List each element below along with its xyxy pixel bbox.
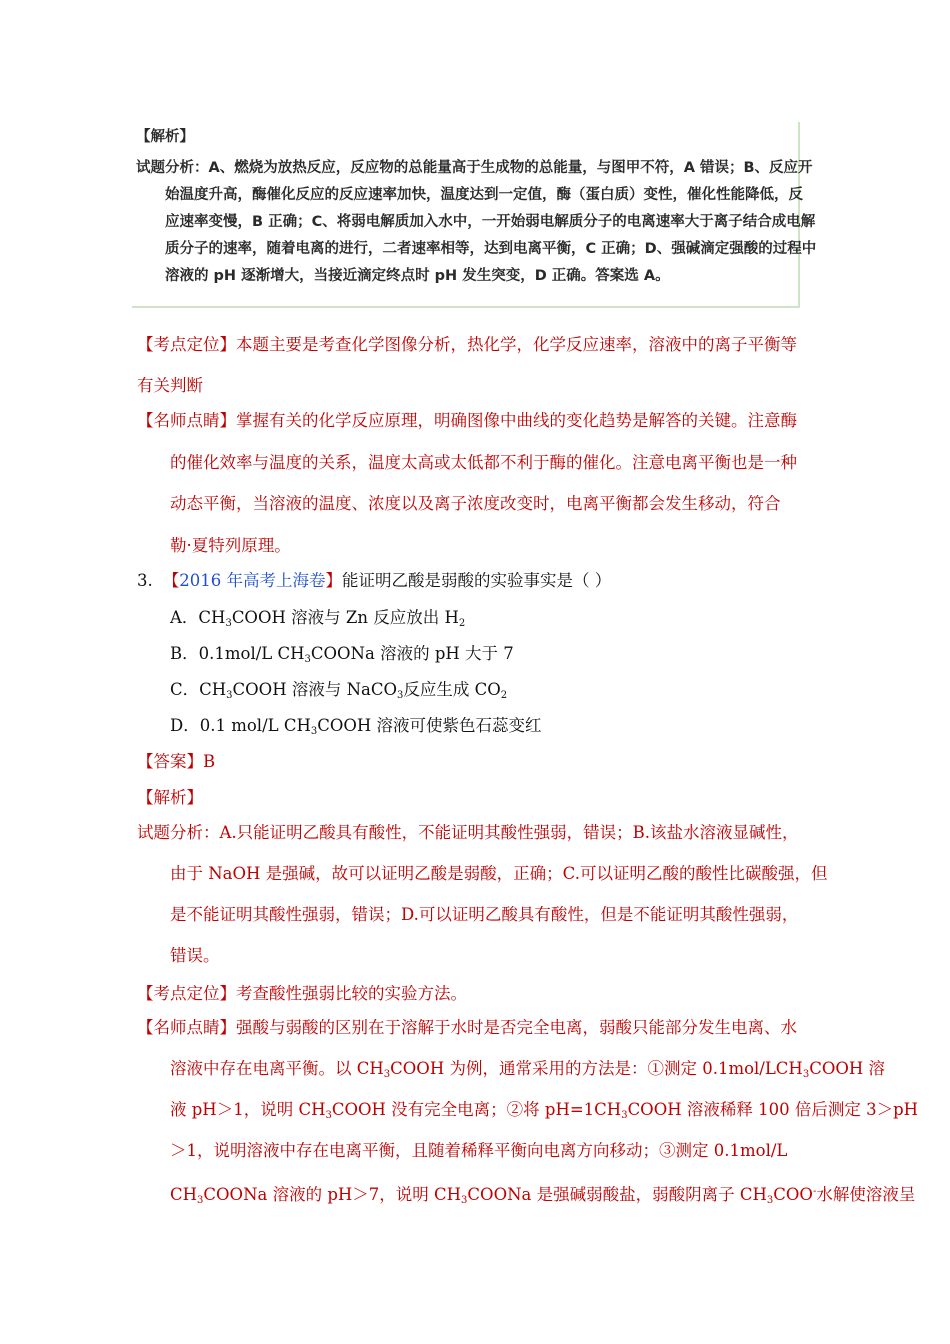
question-number: 3. bbox=[137, 571, 153, 590]
jiexi-line: 由于 NaOH 是强碱，故可以证明乙酸是弱酸，正确；C.可以证明乙酸的酸性比碳酸强，但 bbox=[170, 864, 828, 883]
jiexi-line: 是不能证明其酸性强弱，错误；D.可以证明乙酸具有酸性，但是不能证明其酸性强弱， bbox=[170, 905, 799, 924]
kaodian-line: 有关判断 bbox=[137, 376, 203, 395]
mingshi-tag: 【名师点睛】 bbox=[137, 411, 236, 430]
mingshi-line bbox=[137, 410, 797, 432]
mingshi-line: ＞1，说明溶液中存在电离平衡，且随着稀释平衡向电离方向移动；③测定 0.1mol/L bbox=[170, 1141, 788, 1160]
analysis-image-block bbox=[132, 122, 817, 308]
mingshi-line: 勒·夏特列原理。 bbox=[170, 536, 291, 555]
answer-value: B bbox=[203, 752, 216, 771]
answer-line bbox=[137, 751, 215, 773]
option-c: C．$CH_3COOH$ 溶液与 NaCO$_3$反应生成 $CO_2$ bbox=[170, 680, 508, 701]
answer-tag: 【答案】 bbox=[137, 752, 203, 771]
question-text: 能证明乙酸是弱酸的实验事实是（ ） bbox=[342, 571, 612, 590]
image-paragraph bbox=[136, 155, 817, 290]
question-stem: 3. 【2016 年高考上海卷】能证明乙酸是弱酸的实验事实是（ ） bbox=[137, 571, 612, 590]
kaodian-line bbox=[137, 983, 467, 1005]
jiexi-line: 错误。 bbox=[170, 946, 220, 965]
mingshi-text: 掌握有关的化学反应原理，明确图像中曲线的变化趋势是解答的关键。注意酶 bbox=[236, 411, 797, 430]
kaodian-text: 本题主要是考查化学图像分析，热化学，化学反应速率，溶液中的离子平衡等 bbox=[236, 335, 797, 354]
mingshi-line: 的催化效率与温度的关系，温度太高或太低都不利于酶的催化。注意电离平衡也是一种 bbox=[170, 453, 797, 472]
mingshi-tag: 【名师点睛】 bbox=[137, 1018, 236, 1037]
option-b: B．0.1mol/L $CH_3COONa$ 溶液的 pH 大于 7 bbox=[170, 644, 514, 665]
kaodian-tag: 【考点定位】 bbox=[137, 984, 236, 1003]
kaodian-line bbox=[137, 334, 797, 356]
mingshi-line: $CH_3COONa$ 溶液的 pH＞7，说明 $CH_3COONa$ 是强碱弱酸盐，弱酸阴离子 $CH_3COO^-$水解使溶液呈 bbox=[170, 1185, 916, 1206]
image-line: 溶液的 pH 逐渐增大，当接近滴定终点时 pH 发生突变，D 正确。答案选 A。 bbox=[165, 268, 670, 284]
mingshi-line: 液 pH＞1，说明 $CH_3COOH$ 没有完全电离；②将 $pH=1CH_3COOH$ 溶液稀释 100 倍后测定 3＞pH bbox=[170, 1100, 919, 1121]
jiexi-line: 试题分析：A.只能证明乙酸具有酸性，不能证明其酸性强弱，错误；B.该盐水溶液显碱性， bbox=[137, 823, 799, 842]
kaodian-text: 考查酸性强弱比较的实验方法。 bbox=[236, 984, 467, 1003]
mingshi-line bbox=[137, 1017, 797, 1039]
image-line: 质分子的速率，随着电离的进行，二者速率相等，达到电离平衡，C 正确；D、强碱滴定强酸的过程中 bbox=[165, 241, 817, 257]
image-line: 试题分析：A、燃烧为放热反应，反应物的总能量高于生成物的总能量，与图甲不符，A 错误；B、反应开 bbox=[136, 160, 813, 176]
option-a: A．$CH_3COOH$ 溶液与 Zn 反应放出 $H_2$ bbox=[170, 608, 466, 629]
mingshi-line: 溶液中存在电离平衡。以 $CH_3COOH$ 为例，通常采用的方法是：①测定 $0.1mol/LCH_3COOH$ 溶 bbox=[170, 1059, 886, 1080]
question-source: 2016 年高考上海卷 bbox=[179, 571, 326, 590]
mingshi-line: 动态平衡，当溶液的温度、浓度以及离子浓度改变时，电离平衡都会发生移动，符合 bbox=[170, 494, 781, 513]
question-source-bracket: 【 bbox=[162, 571, 180, 590]
kaodian-tag: 【考点定位】 bbox=[137, 335, 236, 354]
option-d: D．0.1 mol/L $CH_3COOH$ 溶液可使紫色石蕊变红 bbox=[170, 716, 542, 737]
jiexi-heading: 【解析】 bbox=[137, 788, 203, 807]
image-line: 应速率变慢，B 正确；C、将弱电解质加入水中，一开始弱电解质分子的电离速率大于离子结合成电解 bbox=[165, 214, 816, 230]
mingshi-text: 强酸与弱酸的区别在于溶解于水时是否完全电离，弱酸只能部分发生电离、水 bbox=[236, 1018, 797, 1037]
image-heading: 【解析】 bbox=[136, 129, 194, 145]
image-line: 始温度升高，酶催化反应的反应速率加快，温度达到一定值，酶（蛋白质）变性，催化性能降低，反 bbox=[165, 187, 803, 203]
